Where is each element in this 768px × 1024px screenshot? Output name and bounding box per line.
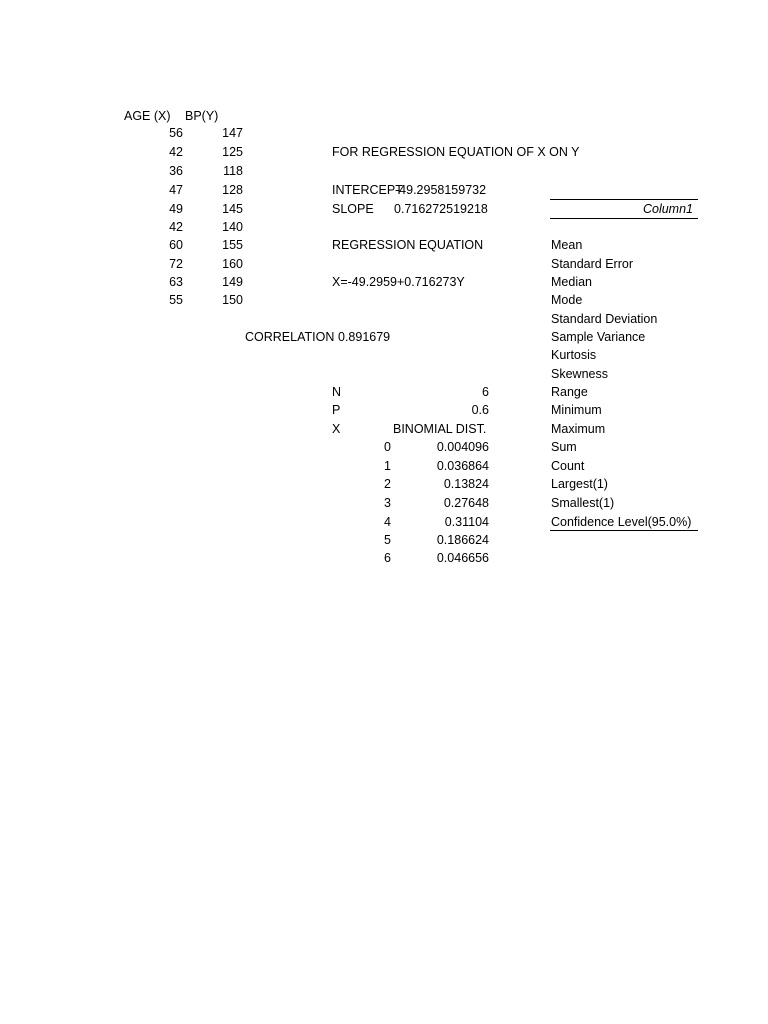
stats-label: Mode bbox=[551, 293, 583, 307]
bp-cell: 149 bbox=[222, 275, 243, 289]
age-cell: 72 bbox=[169, 257, 183, 271]
stats-label: Count bbox=[551, 459, 585, 473]
age-cell: 47 bbox=[169, 183, 183, 197]
stats-label: Sum bbox=[551, 440, 577, 454]
intercept-label: INTERCEPT bbox=[332, 183, 403, 197]
bp-cell: 118 bbox=[223, 164, 243, 178]
binomial-probability-cell: 0.27648 bbox=[443, 496, 489, 510]
stats-label: Skewness bbox=[551, 367, 608, 381]
stats-label: Range bbox=[551, 385, 588, 399]
age-cell: 56 bbox=[169, 126, 183, 140]
bp-cell: 160 bbox=[222, 257, 243, 271]
n-value: 6 bbox=[482, 385, 489, 399]
age-header: AGE (X) bbox=[124, 109, 171, 123]
stats-label: Standard Deviation bbox=[551, 312, 658, 326]
bp-cell: 128 bbox=[222, 183, 243, 197]
binomial-probability-cell: 0.186624 bbox=[436, 533, 489, 547]
stats-label: Sample Variance bbox=[551, 330, 646, 344]
age-cell: 42 bbox=[169, 220, 183, 234]
age-cell: 42 bbox=[169, 145, 183, 159]
regression-title: FOR REGRESSION EQUATION OF X ON Y bbox=[332, 145, 580, 159]
binomial-probability-cell: 0.046656 bbox=[436, 551, 489, 565]
stats-label: Largest(1) bbox=[551, 477, 608, 491]
stats-label: Kurtosis bbox=[551, 348, 597, 362]
binomial-x-cell: 1 bbox=[384, 459, 391, 473]
bp-header: BP(Y) bbox=[185, 109, 219, 123]
bp-cell: 155 bbox=[222, 238, 243, 252]
binomial-x-cell: 4 bbox=[384, 515, 391, 529]
stats-label: Median bbox=[551, 275, 592, 289]
age-cell: 36 bbox=[169, 164, 183, 178]
p-label: P bbox=[332, 403, 341, 417]
bp-cell: 145 bbox=[222, 202, 243, 216]
stats-label: Smallest(1) bbox=[551, 496, 615, 510]
binomial-probability-cell: 0.13824 bbox=[443, 477, 489, 491]
stats-label: Standard Error bbox=[551, 257, 633, 271]
correlation-value: 0.891679 bbox=[338, 330, 391, 344]
regression-equation-label: REGRESSION EQUATION bbox=[332, 238, 484, 252]
binomial-x-cell: 2 bbox=[384, 477, 391, 491]
age-cell: 55 bbox=[169, 293, 183, 307]
stats-bottom-rule bbox=[550, 530, 698, 531]
p-value: 0.6 bbox=[471, 403, 489, 417]
age-cell: 63 bbox=[169, 275, 183, 289]
stats-label: Confidence Level(95.0%) bbox=[551, 515, 692, 529]
bp-cell: 147 bbox=[222, 126, 243, 140]
slope-label: SLOPE bbox=[332, 202, 374, 216]
stats-header-rule bbox=[550, 218, 698, 219]
x-header: X bbox=[332, 422, 341, 436]
n-label: N bbox=[332, 385, 342, 399]
stats-column-header: Column1 bbox=[642, 202, 693, 216]
binomial-probability-cell: 0.31104 bbox=[444, 515, 489, 529]
age-cell: 60 bbox=[169, 238, 183, 252]
bp-cell: 150 bbox=[222, 293, 243, 307]
age-cell: 49 bbox=[169, 202, 183, 216]
slope-value: 0.716272519218 bbox=[394, 202, 488, 216]
bp-cell: 140 bbox=[222, 220, 243, 234]
stats-label: Mean bbox=[551, 238, 583, 252]
binomial-probability-cell: 0.036864 bbox=[436, 459, 489, 473]
binomial-x-cell: 0 bbox=[384, 440, 391, 454]
bp-cell: 125 bbox=[222, 145, 243, 159]
stats-top-rule bbox=[550, 199, 698, 200]
binomial-dist-header: BINOMIAL DIST. bbox=[393, 422, 487, 436]
binomial-probability-cell: 0.004096 bbox=[436, 440, 489, 454]
binomial-x-cell: 3 bbox=[384, 496, 391, 510]
binomial-x-cell: 6 bbox=[384, 551, 391, 565]
stats-label: Maximum bbox=[551, 422, 606, 436]
intercept-value: -49.2958159732 bbox=[395, 183, 487, 197]
binomial-x-cell: 5 bbox=[384, 533, 391, 547]
correlation-label: CORRELATION bbox=[245, 330, 335, 344]
regression-equation: X=-49.2959+0.716273Y bbox=[332, 275, 465, 289]
stats-label: Minimum bbox=[551, 403, 602, 417]
